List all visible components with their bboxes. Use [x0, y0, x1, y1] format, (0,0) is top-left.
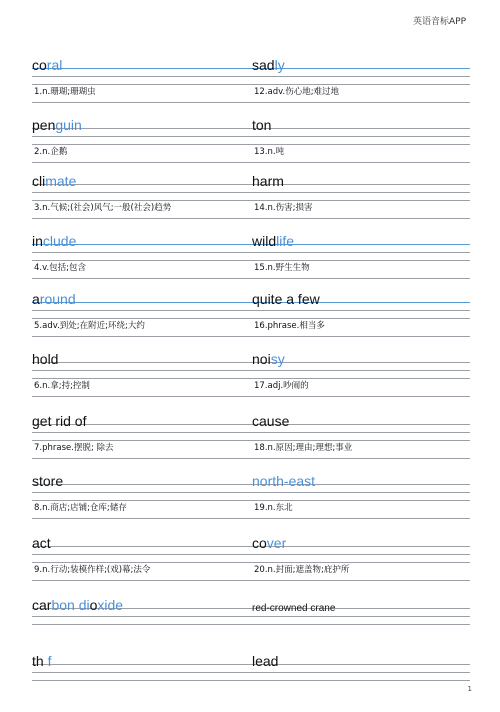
vocab-meaning: 8.n.商店;店铺;仓库;储存 — [34, 503, 127, 513]
vocab-entry-right — [252, 350, 482, 410]
vocab-row — [0, 534, 500, 594]
vocab-meaning: 14.n.伤害;损害 — [254, 203, 313, 213]
syllable: red-crowned crane — [252, 603, 336, 614]
vocab-entry-right — [252, 116, 482, 176]
highlighted-syllable: north-east — [252, 473, 316, 489]
vocab-row — [0, 652, 500, 712]
vocab-word — [252, 232, 294, 250]
vocab-entry-left — [32, 596, 262, 656]
vocab-word — [252, 600, 335, 618]
syllable: act — [32, 535, 51, 551]
vocab-row — [0, 350, 500, 410]
vocab-meaning: 15.n.野生生物 — [254, 263, 310, 273]
vocab-word — [32, 350, 58, 368]
vocab-meaning: 5.adv.到处;在附近;环绕;大约 — [34, 321, 145, 331]
highlighted-syllable: mate — [45, 173, 77, 189]
vocab-meaning: 1.n.珊瑚;珊瑚虫 — [34, 87, 96, 97]
vocab-word — [252, 412, 289, 430]
vocab-meaning: 2.n.企鹅 — [34, 147, 68, 157]
vocab-entry-left — [32, 472, 262, 532]
vocab-entry-right — [252, 172, 482, 232]
vocab-meaning: 3.n.气候;(社会)风气;一般(社会)趋势 — [34, 203, 172, 213]
vocab-meaning: 17.adj.吵闹的 — [254, 381, 309, 391]
vocab-word — [32, 232, 76, 250]
highlighted-syllable: ly — [274, 57, 285, 73]
highlighted-syllable: round — [39, 291, 76, 307]
vocab-word — [32, 472, 63, 490]
vocab-meaning: 12.adv.伤心地;难过地 — [254, 87, 340, 97]
syllable: store — [32, 473, 64, 489]
syllable: th — [32, 653, 48, 669]
vocab-word — [32, 412, 86, 430]
vocab-entry-left — [32, 534, 262, 594]
syllable: co — [32, 57, 47, 73]
vocab-row — [0, 290, 500, 350]
vocab-word — [32, 534, 51, 552]
vocab-entry-left — [32, 652, 262, 712]
vocab-word — [32, 172, 76, 190]
vocab-entry-left — [32, 350, 262, 410]
vocab-entry-right — [252, 56, 482, 116]
syllable: co — [252, 535, 267, 551]
vocab-meaning: 20.n.封面;遮盖物;庇护所 — [254, 565, 350, 575]
syllable: get rid of — [32, 413, 87, 429]
page-number: 1 — [467, 685, 472, 693]
syllable: pen — [32, 117, 56, 133]
highlighted-syllable: bon di — [51, 597, 90, 613]
vocab-entry-left — [32, 56, 262, 116]
vocab-row — [0, 116, 500, 176]
syllable: ton — [252, 117, 272, 133]
vocab-meaning: 7.phrase.摆脱; 除去 — [34, 443, 114, 453]
syllable: noi — [252, 351, 271, 367]
vocab-entry-left — [32, 172, 262, 232]
syllable: sad — [252, 57, 275, 73]
highlighted-syllable: clude — [42, 233, 77, 249]
vocab-meaning: 13.n.吨 — [254, 147, 285, 157]
syllable: car — [32, 597, 52, 613]
vocab-meaning: 19.n.东北 — [254, 503, 293, 513]
vocab-word — [32, 56, 62, 74]
highlighted-syllable: ral — [46, 57, 63, 73]
vocab-word — [32, 116, 82, 134]
app-header-title: 英语音标APP — [412, 17, 466, 27]
vocab-entry-right — [252, 232, 482, 292]
syllable: o — [89, 597, 98, 613]
vocab-entry-left — [32, 232, 262, 292]
syllable: quite a few — [252, 291, 320, 307]
vocab-entry-right — [252, 412, 482, 472]
vocab-word — [252, 290, 320, 308]
vocab-meaning: 16.phrase.相当多 — [254, 321, 325, 331]
vocab-word — [252, 472, 315, 490]
vocab-row — [0, 472, 500, 532]
vocab-entry-right — [252, 534, 482, 594]
vocab-word — [252, 172, 284, 190]
vocab-entry-right — [252, 290, 482, 350]
vocab-word — [32, 290, 76, 308]
highlighted-syllable: ver — [266, 535, 287, 551]
vocab-row — [0, 412, 500, 472]
highlighted-syllable: guin — [55, 117, 82, 133]
syllable: in — [32, 233, 43, 249]
vocab-row — [0, 596, 500, 656]
vocab-entry-left — [32, 290, 262, 350]
vocab-entry-right — [252, 596, 482, 656]
vocab-word — [252, 116, 271, 134]
highlighted-syllable: life — [276, 233, 295, 249]
highlighted-syllable: sy — [270, 351, 285, 367]
vocab-word — [252, 534, 286, 552]
syllable: lead — [252, 653, 279, 669]
vocab-entry-right — [252, 652, 482, 712]
vocab-word — [32, 652, 51, 670]
vocab-meaning: 6.n.拿;持;控制 — [34, 381, 90, 391]
syllable: wild — [252, 233, 277, 249]
vocab-entry-left — [32, 116, 262, 176]
highlighted-syllable: f — [47, 653, 52, 669]
vocab-word — [252, 350, 285, 368]
vocab-meaning: 4.v.包括;包含 — [34, 263, 87, 273]
vocab-meaning: 18.n.原因;理由;理想;事业 — [254, 443, 353, 453]
vocab-word — [32, 596, 123, 614]
vocab-entry-left — [32, 412, 262, 472]
vocab-meaning: 9.n.行动;装模作样;(戏)幕;法令 — [34, 565, 151, 575]
vocab-row — [0, 56, 500, 116]
vocab-word — [252, 652, 278, 670]
highlighted-syllable: xide — [97, 597, 124, 613]
vocab-word — [252, 56, 285, 74]
syllable: harm — [252, 173, 284, 189]
syllable: a — [32, 291, 40, 307]
syllable: cause — [252, 413, 290, 429]
syllable: hold — [32, 351, 59, 367]
syllable: cli — [32, 173, 46, 189]
vocab-row — [0, 172, 500, 232]
vocab-row — [0, 232, 500, 292]
vocab-entry-right — [252, 472, 482, 532]
